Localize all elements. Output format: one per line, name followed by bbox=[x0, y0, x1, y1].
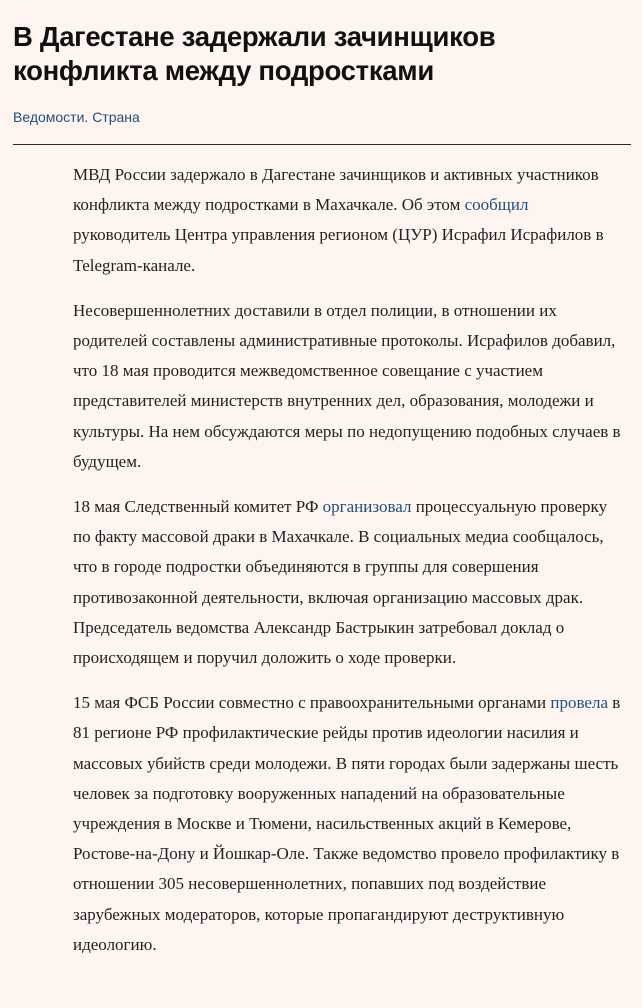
paragraph-text: МВД России задержало в Дагестане зачинщиков и активных участников конфликта между подростками в Махачкале. Об этом bbox=[73, 165, 599, 215]
header-divider bbox=[13, 144, 631, 145]
article-paragraph-2 bbox=[73, 296, 625, 477]
paragraph-text: в 81 регионе РФ профилактические рейды против идеологии насилия и массовых убийств среди молодежи. В пяти городах были задержаны шесть человек за подготовку вооруженных нападений на образовательные учреждения в Москве и Тюмени, насильственных акций в Кемерове, Ростове-на-Дону и Йошкар-Оле. Также ведомство провело профилактику в отношении 305 несовершеннолетних, попавших под воздействие зарубежных модераторов, которые пропагандируют деструктивную идеологию. bbox=[73, 693, 621, 954]
inline-link-organizoval[interactable]: организовал bbox=[322, 497, 412, 517]
paragraph-text: процессуальную проверку по факту массовой драки в Махачкале. В социальных медиа сообщалось, что в городе подростки объединяются в группы для совершения противозаконной деятельности, включая организацию массовых драк. Председатель ведомства Александр Бастрыкин затребовал доклад о происходящем и поручил доложить о ходе проверки. bbox=[73, 497, 608, 668]
article-body bbox=[73, 160, 625, 975]
inline-link-provela[interactable]: провела bbox=[550, 693, 608, 713]
paragraph-text: 18 мая Следственный комитет РФ bbox=[73, 497, 323, 517]
article-paragraph-3 bbox=[73, 492, 625, 673]
paragraph-text: руководитель Центра управления регионом (ЦУР) Исрафил Исрафилов в Telegram-канале. bbox=[73, 225, 604, 275]
article-headline: В Дагестане задержали зачинщиков конфликта между подростками bbox=[13, 21, 496, 86]
article-paragraph-4 bbox=[73, 688, 625, 960]
paragraph-text: 15 мая ФСБ России совместно с правоохранительными органами bbox=[73, 693, 551, 713]
article-paragraph-1 bbox=[73, 160, 625, 281]
paragraph-text: Несовершеннолетних доставили в отдел полиции, в отношении их родителей составлены административные протоколы. Исрафилов добавил, что 18 мая проводится межведомственное совещание с участием представителей министерств внутренних дел, образования, молодежи и культуры. На нем обсуждаются меры по недопущению подобных случаев в будущем. bbox=[73, 300, 621, 471]
source-link[interactable]: Ведомости. Страна bbox=[13, 109, 140, 125]
inline-link-soobshchil[interactable]: сообщил bbox=[464, 195, 529, 215]
